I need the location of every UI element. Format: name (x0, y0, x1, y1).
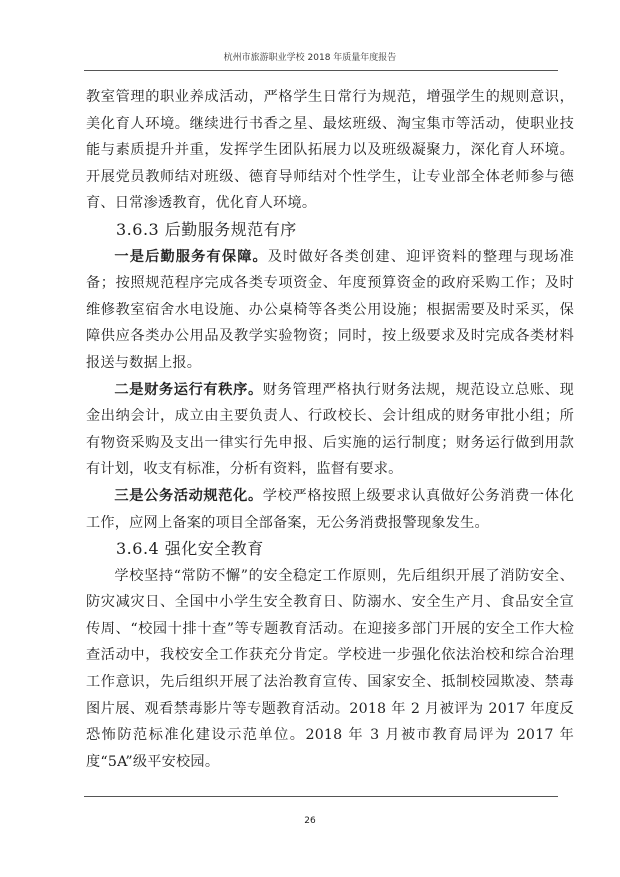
section-heading-3-6-4: 3.6.4 强化安全教育 (116, 539, 264, 559)
header-rule (84, 70, 558, 71)
paragraph-logistics (86, 244, 574, 377)
section-heading-3-6-3: 3.6.3 后勤服务规范有序 (116, 219, 297, 239)
paragraph-lead: 二是财务运行有秩序。 (114, 381, 263, 398)
paragraph-finance (86, 377, 574, 483)
paragraph-lead: 一是后勤服务有保障。 (114, 248, 268, 265)
paragraph-body: 财务管理严格执行财务法规，规范设立总账、现金出纳会计，成立由主要负责人、行政校长、会计组成的财务审批小组；所有物资采购及支出一律实行先申报、后实施的运行制度；财务运行做到用款有计划，收支有标准，分析有资料，监督有要求。 (86, 381, 574, 478)
running-header: 杭州市旅游职业学校 2018 年质量年度报告 (223, 53, 397, 63)
paragraph-lead: 三是公务活动规范化。 (114, 487, 263, 504)
paragraph-body: 学校严格按照上级要求认真做好公务消费一体化工作，应网上备案的项目全部备案，无公务消费报警现象发生。 (86, 487, 574, 531)
footer-rule (84, 796, 558, 797)
paragraph-body: 及时做好各类创建、迎评资料的整理与现场准备；按照规范程序完成各类专项资金、年度预算资金的政府采购工作；及时维修教室宿舍水电设施、办公桌椅等各类公用设施；根据需要及时采买，保障供应各类办公用品及教学实验物资；同时，按上级要求及时完成各类材料报送与数据上报。 (86, 248, 574, 371)
paragraph-official-activities (86, 483, 574, 536)
body-text (86, 84, 574, 775)
paragraph-safety: 学校坚持“常防不懈”的安全稳定工作原则，先后组织开展了消防安全、防灾减灾日、全国中小学生安全教育日、防溺水、安全生产月、食品安全宣传周、“校园十排十查”等专题教育活动。在迎接多部门开展的安全工作大检查活动中，我校安全工作获充分肯定。学校进一步强化依法治校和综合治理工作意识，先后组织开展了法治教育宣传、国家安全、抵制校园欺凌、禁毒图片展、观看禁毒影片等专题教育活动。2018 年 2 月被评为 2017 年度反恐怖防范标准化建设示范单位。2018 年 3 月被市教育局评为 2017 年度“5A”级平安校园。 (86, 567, 574, 770)
page-number: 26 (304, 816, 316, 826)
paragraph-intro: 教室管理的职业养成活动，严格学生日常行为规范，增强学生的规则意识，美化育人环境。继续进行书香之星、最炫班级、淘宝集市等活动，使职业技能与素质提升并重，发挥学生团队拓展力以及班级凝聚力，深化育人环境。开展党员教师结对班级、德育导师结对个性学生，让专业部全体老师参与德育、日常渗透教育，优化育人环境。 (86, 89, 574, 212)
